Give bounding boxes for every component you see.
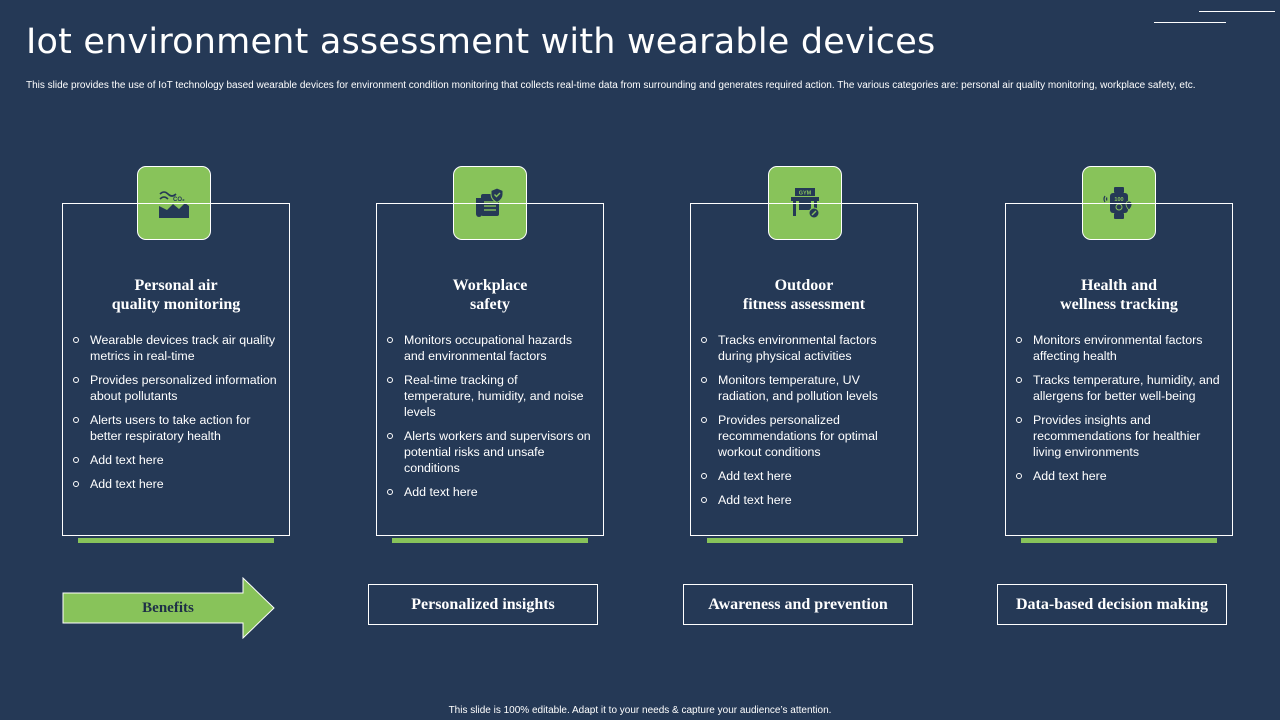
card-title bbox=[1006, 276, 1232, 314]
list-item: Add text here bbox=[1016, 468, 1220, 484]
footer-note: This slide is 100% editable. Adapt it to your needs & capture your audience’s attention. bbox=[448, 705, 832, 716]
card-accent-bar bbox=[392, 538, 588, 543]
bullet-list bbox=[73, 332, 277, 500]
slide-title: Iot environment assessment with wearable devices bbox=[26, 22, 936, 62]
card-title-line1: Outdoor bbox=[774, 277, 834, 294]
list-item: Tracks temperature, humidity, and allergens for better well-being bbox=[1016, 372, 1220, 404]
list-item: Add text here bbox=[701, 468, 905, 484]
bullet-list bbox=[387, 332, 591, 508]
list-item: Add text here bbox=[73, 476, 277, 492]
card-title-line1: Workplace bbox=[452, 277, 528, 294]
list-item: Tracks environmental factors during physical activities bbox=[701, 332, 905, 364]
list-item: Provides personalized information about pollutants bbox=[73, 372, 277, 404]
list-item: Add text here bbox=[387, 484, 591, 500]
bullet-list bbox=[1016, 332, 1220, 492]
benefit-awareness-prevention: Awareness and prevention bbox=[683, 584, 913, 625]
card-title-line2: safety bbox=[470, 296, 510, 313]
list-item: Add text here bbox=[701, 492, 905, 508]
card-workplace-safety bbox=[376, 203, 604, 536]
list-item: Alerts users to take action for better respiratory health bbox=[73, 412, 277, 444]
card-title-line2: quality monitoring bbox=[111, 296, 241, 313]
card-accent-bar bbox=[78, 538, 274, 543]
list-item: Monitors environmental factors affecting health bbox=[1016, 332, 1220, 364]
card-health-wellness bbox=[1005, 203, 1233, 536]
benefits-label bbox=[62, 600, 274, 617]
list-item: Monitors occupational hazards and environmental factors bbox=[387, 332, 591, 364]
list-item: Add text here bbox=[73, 452, 277, 468]
card-title-line1: Personal air bbox=[134, 277, 218, 294]
card-outdoor-fitness bbox=[690, 203, 918, 536]
card-personal-air-quality bbox=[62, 203, 290, 536]
card-accent-bar bbox=[1021, 538, 1217, 543]
benefit-data-based-decision: Data-based decision making bbox=[997, 584, 1227, 625]
decorative-line-top bbox=[1199, 11, 1275, 12]
card-title bbox=[691, 276, 917, 314]
list-item: Monitors temperature, UV radiation, and pollution levels bbox=[701, 372, 905, 404]
slide-subtitle: This slide provides the use of IoT technology based wearable devices for environment condition monitoring that collects real-time data from surrounding and generates required action. The various categories are: personal air quality monitoring, workplace safety, etc. bbox=[26, 80, 1196, 91]
list-item: Real-time tracking of temperature, humidity, and noise levels bbox=[387, 372, 591, 420]
list-item: Wearable devices track air quality metrics in real-time bbox=[73, 332, 277, 364]
card-title bbox=[377, 276, 603, 314]
benefit-personalized-insights: Personalized insights bbox=[368, 584, 598, 625]
card-title-line2: wellness tracking bbox=[1060, 296, 1178, 313]
list-item: Alerts workers and supervisors on potential risks and unsafe conditions bbox=[387, 428, 591, 476]
watch-icon-text: 100 bbox=[1114, 197, 1124, 203]
list-item: Provides personalized recommendations for optimal workout conditions bbox=[701, 412, 905, 460]
list-item: Provides insights and recommendations for healthier living environments bbox=[1016, 412, 1220, 460]
card-title bbox=[63, 276, 289, 314]
benefits-label-text: Benefits bbox=[142, 600, 194, 616]
bullet-list bbox=[701, 332, 905, 516]
svg-text:CO₂: CO₂ bbox=[173, 197, 185, 203]
gym-icon-text: GYM bbox=[798, 190, 812, 197]
card-title-line2: fitness assessment bbox=[742, 296, 866, 313]
card-title-line1: Health and bbox=[1080, 277, 1157, 294]
card-accent-bar bbox=[707, 538, 903, 543]
decorative-line-bottom bbox=[1154, 22, 1226, 23]
